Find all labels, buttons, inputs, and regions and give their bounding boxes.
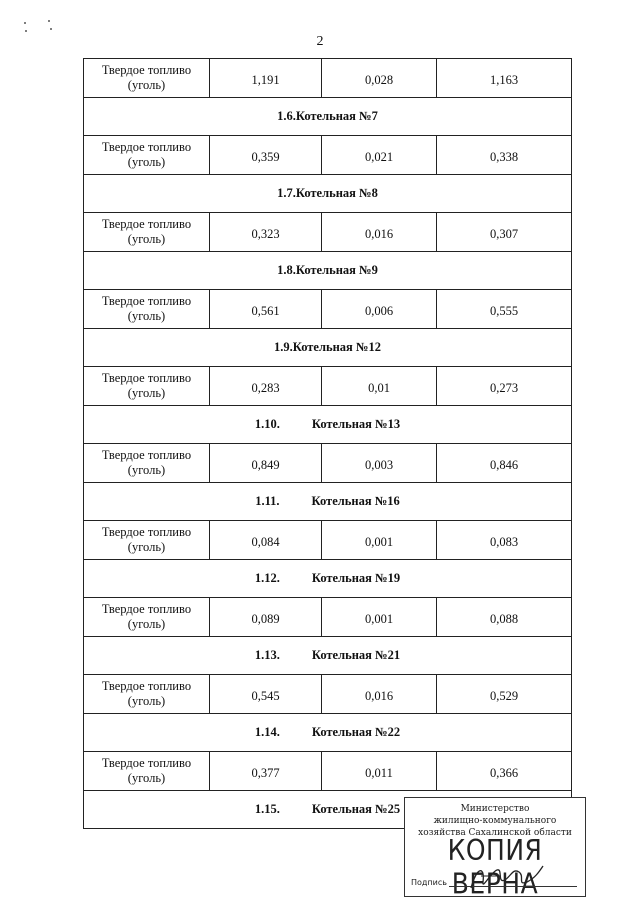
stamp-ministry-dept: жилищно-коммунального bbox=[433, 816, 557, 826]
fuel-label bbox=[84, 444, 210, 483]
section-heading bbox=[84, 406, 572, 444]
section-heading bbox=[84, 175, 572, 213]
fuel-label-line2: (уголь) bbox=[127, 155, 166, 169]
fuel-table bbox=[83, 58, 571, 829]
section-name: Котельная №25 bbox=[311, 802, 401, 816]
fuel-label-line1: Твердое топливо bbox=[101, 602, 192, 616]
table-row bbox=[84, 675, 572, 714]
section-heading bbox=[84, 560, 572, 598]
fuel-label-line2: (уголь) bbox=[127, 232, 166, 246]
fuel-label-line1: Твердое топливо bbox=[101, 140, 192, 154]
value-total: 0,545 bbox=[210, 675, 322, 714]
section-heading bbox=[84, 714, 572, 752]
table-row bbox=[84, 752, 572, 791]
value-loss: 0,011 bbox=[322, 752, 437, 791]
fuel-label bbox=[84, 521, 210, 560]
section-name: Котельная №7 bbox=[295, 109, 378, 123]
section-row bbox=[84, 483, 572, 521]
section-number: 1.12. bbox=[254, 571, 280, 585]
value-loss: 0,016 bbox=[322, 213, 437, 252]
section-number: 1.14. bbox=[254, 725, 280, 739]
value-net: 0,555 bbox=[437, 290, 572, 329]
signature-label: Подпись bbox=[411, 878, 447, 887]
fuel-label-line2: (уголь) bbox=[127, 309, 166, 323]
copy-verified-stamp bbox=[404, 797, 586, 901]
value-loss: 0,001 bbox=[322, 521, 437, 560]
table-row bbox=[84, 444, 572, 483]
table-row bbox=[84, 290, 572, 329]
section-row bbox=[84, 637, 572, 675]
fuel-label-line1: Твердое топливо bbox=[101, 63, 192, 77]
value-total: 0,359 bbox=[210, 136, 322, 175]
value-total: 1,191 bbox=[210, 59, 322, 98]
section-number: 1.10. bbox=[254, 417, 280, 431]
section-row bbox=[84, 252, 572, 290]
section-name: Котельная №19 bbox=[311, 571, 401, 585]
table-row bbox=[84, 367, 572, 406]
value-total: 0,084 bbox=[210, 521, 322, 560]
value-total: 0,089 bbox=[210, 598, 322, 637]
value-net: 0,338 bbox=[437, 136, 572, 175]
fuel-label bbox=[84, 136, 210, 175]
fuel-label-line1: Твердое топливо bbox=[101, 448, 192, 462]
section-name: Котельная №21 bbox=[311, 648, 401, 662]
fuel-label-line2: (уголь) bbox=[127, 540, 166, 554]
section-heading bbox=[84, 329, 572, 367]
stamp-title: КОПИЯ ВЕРНА bbox=[447, 833, 543, 901]
section-heading bbox=[84, 98, 572, 136]
value-net: 0,366 bbox=[437, 752, 572, 791]
section-number: 1.8. bbox=[277, 263, 296, 277]
value-net: 0,846 bbox=[437, 444, 572, 483]
fuel-label-line1: Твердое топливо bbox=[101, 756, 192, 770]
section-name: Котельная №12 bbox=[292, 340, 381, 354]
fuel-label bbox=[84, 213, 210, 252]
value-loss: 0,021 bbox=[322, 136, 437, 175]
value-loss: 0,003 bbox=[322, 444, 437, 483]
fuel-label bbox=[84, 598, 210, 637]
fuel-label bbox=[84, 675, 210, 714]
fuel-label bbox=[84, 367, 210, 406]
section-number: 1.6. bbox=[277, 109, 296, 123]
fuel-label bbox=[84, 290, 210, 329]
value-total: 0,283 bbox=[210, 367, 322, 406]
value-net: 0,273 bbox=[437, 367, 572, 406]
section-name: Котельная №13 bbox=[311, 417, 401, 431]
value-total: 0,849 bbox=[210, 444, 322, 483]
section-heading bbox=[84, 483, 572, 521]
fuel-label-line1: Твердое топливо bbox=[101, 525, 192, 539]
section-number: 1.11. bbox=[255, 494, 280, 508]
table-row bbox=[84, 213, 572, 252]
section-row bbox=[84, 714, 572, 752]
value-loss: 0,006 bbox=[322, 290, 437, 329]
fuel-label-line2: (уголь) bbox=[127, 771, 166, 785]
page-number: 2 bbox=[316, 34, 324, 49]
section-number: 1.15. bbox=[254, 802, 280, 816]
section-row bbox=[84, 406, 572, 444]
section-heading bbox=[84, 252, 572, 290]
value-net: 1,163 bbox=[437, 59, 572, 98]
value-net: 0,083 bbox=[437, 521, 572, 560]
signature-scribble bbox=[467, 862, 547, 892]
value-loss: 0,028 bbox=[322, 59, 437, 98]
fuel-label-line2: (уголь) bbox=[127, 617, 166, 631]
stamp-region: хозяйства Сахалинской области bbox=[418, 828, 572, 838]
section-number: 1.9. bbox=[274, 340, 293, 354]
value-loss: 0,01 bbox=[322, 367, 437, 406]
value-loss: 0,001 bbox=[322, 598, 437, 637]
value-net: 0,088 bbox=[437, 598, 572, 637]
section-heading bbox=[84, 637, 572, 675]
section-row bbox=[84, 329, 572, 367]
value-total: 0,377 bbox=[210, 752, 322, 791]
stamp-ministry: Министерство bbox=[460, 804, 530, 814]
fuel-label-line2: (уголь) bbox=[127, 78, 166, 92]
fuel-label-line2: (уголь) bbox=[127, 463, 166, 477]
fuel-table-grid bbox=[83, 58, 572, 829]
fuel-label-line2: (уголь) bbox=[127, 386, 166, 400]
fuel-label-line2: (уголь) bbox=[127, 694, 166, 708]
fuel-label bbox=[84, 752, 210, 791]
fuel-table-body bbox=[84, 59, 572, 829]
value-total: 0,561 bbox=[210, 290, 322, 329]
section-number: 1.7. bbox=[277, 186, 296, 200]
section-name: Котельная №9 bbox=[295, 263, 378, 277]
fuel-label bbox=[84, 59, 210, 98]
fuel-label-line1: Твердое топливо bbox=[101, 294, 192, 308]
section-name: Котельная №16 bbox=[311, 494, 400, 508]
value-total: 0,323 bbox=[210, 213, 322, 252]
table-row bbox=[84, 136, 572, 175]
value-loss: 0,016 bbox=[322, 675, 437, 714]
table-row bbox=[84, 598, 572, 637]
section-name: Котельная №22 bbox=[311, 725, 401, 739]
section-row bbox=[84, 98, 572, 136]
fuel-label-line1: Твердое топливо bbox=[101, 371, 192, 385]
table-row bbox=[84, 59, 572, 98]
section-row bbox=[84, 560, 572, 598]
fuel-label-line1: Твердое топливо bbox=[101, 217, 192, 231]
section-number: 1.13. bbox=[254, 648, 280, 662]
table-row bbox=[84, 521, 572, 560]
section-name: Котельная №8 bbox=[295, 186, 378, 200]
fuel-label-line1: Твердое топливо bbox=[101, 679, 192, 693]
value-net: 0,307 bbox=[437, 213, 572, 252]
value-net: 0,529 bbox=[437, 675, 572, 714]
section-row bbox=[84, 175, 572, 213]
